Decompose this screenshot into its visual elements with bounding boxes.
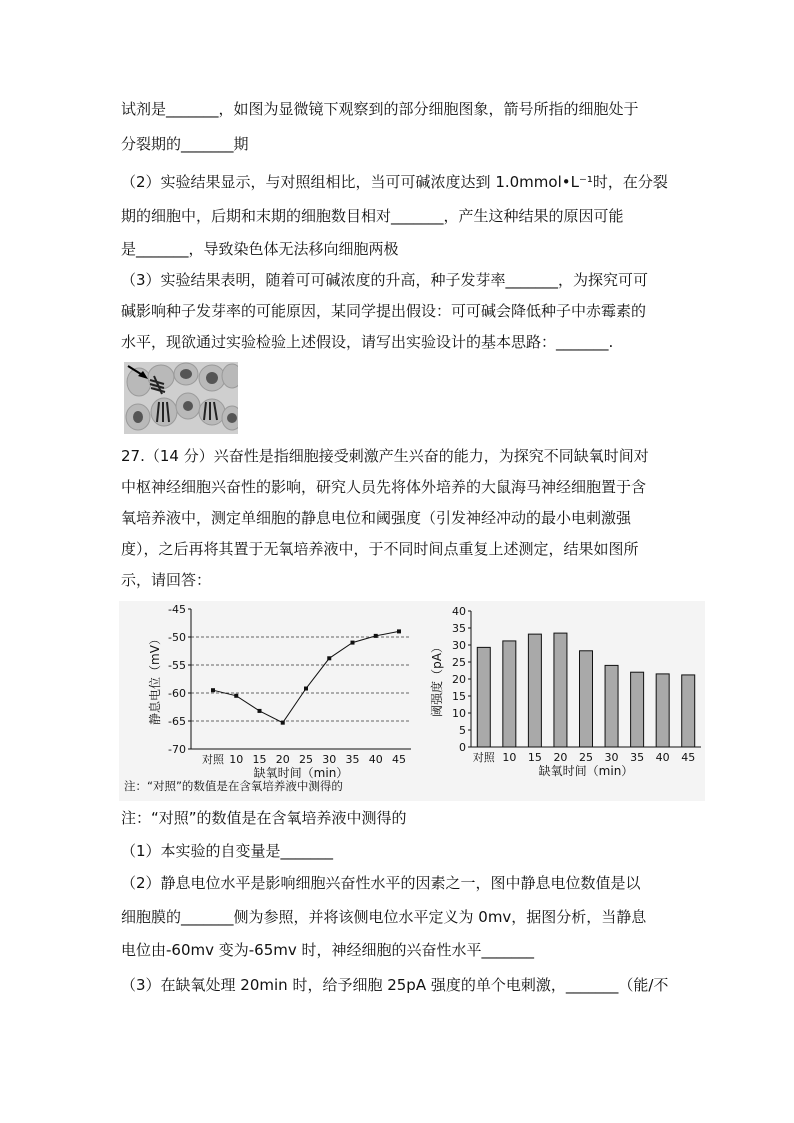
text-line-9: 27.（14 分）兴奋性是指细胞接受刺激产生兴奋的能力，为探究不同缺氧时间对 bbox=[121, 447, 649, 465]
x-tick-label: 对照 bbox=[202, 753, 224, 766]
bar bbox=[605, 665, 618, 747]
bar bbox=[580, 651, 593, 747]
y-tick-label: -55 bbox=[168, 659, 186, 672]
x-tick-label: 25 bbox=[579, 751, 593, 764]
data-point bbox=[374, 634, 378, 638]
bar bbox=[477, 647, 490, 747]
x-tick-label: 10 bbox=[229, 753, 244, 766]
y-tick-label: 20 bbox=[452, 673, 466, 686]
y-tick-label: -50 bbox=[168, 631, 186, 644]
y-tick-label: 40 bbox=[452, 605, 466, 618]
text-line-10: 中枢神经细胞兴奋性的影响，研究人员先将体外培养的大鼠海马神经细胞置于含 bbox=[121, 478, 647, 496]
x-tick-label: 10 bbox=[502, 751, 517, 764]
data-point bbox=[211, 688, 215, 692]
data-point bbox=[281, 721, 285, 725]
y-tick-label: 5 bbox=[459, 724, 466, 737]
text-line-14: 注：“对照”的数值是在含氧培养液中测得的 bbox=[121, 809, 407, 827]
text-line-13: 示，请回答： bbox=[121, 571, 212, 589]
x-tick-label: 40 bbox=[368, 753, 383, 766]
y-tick-label: -65 bbox=[168, 715, 186, 728]
x-axis-label: 缺氧时间（min） bbox=[538, 764, 634, 778]
text-line-5: 是_______，导致染色体无法移向细胞两极 bbox=[121, 240, 399, 258]
text-line-6: （3）实验结果表明，随着可可碱浓度的升高，种子发芽率_______，为探究可可 bbox=[121, 271, 649, 289]
text-line-4: 期的细胞中，后期和末期的细胞数目相对_______，产生这种结果的原因可能 bbox=[121, 207, 624, 225]
microscope-cell-image bbox=[124, 362, 238, 434]
x-tick-label: 35 bbox=[345, 753, 360, 766]
data-point bbox=[327, 656, 331, 660]
data-point bbox=[304, 687, 308, 691]
data-point bbox=[351, 641, 355, 645]
x-axis-label: 缺氧时间（min） bbox=[253, 766, 349, 780]
x-tick-label: 15 bbox=[252, 753, 267, 766]
y-tick-label: -45 bbox=[168, 603, 186, 616]
bar bbox=[656, 674, 669, 747]
y-tick-label: 30 bbox=[452, 639, 466, 652]
bar bbox=[631, 672, 644, 747]
bar bbox=[528, 634, 541, 747]
data-point bbox=[258, 709, 262, 713]
series-line bbox=[213, 631, 399, 722]
x-tick-label: 20 bbox=[553, 751, 568, 764]
x-tick-label: 15 bbox=[527, 751, 542, 764]
y-tick-label: 25 bbox=[452, 656, 466, 669]
x-tick-label: 对照 bbox=[472, 751, 495, 764]
text-line-8: 水平，现欲通过实验检验上述假设，请写出实验设计的基本思路：_______. bbox=[121, 333, 614, 351]
text-line-15: （1）本实验的自变量是_______ bbox=[121, 842, 334, 860]
y-tick-label: 15 bbox=[452, 690, 466, 703]
bar bbox=[554, 633, 567, 747]
text-line-16: （2）静息电位水平是影响细胞兴奋性水平的因素之一，图中静息电位数值是以 bbox=[121, 874, 641, 892]
resting-potential-chart bbox=[119, 601, 419, 781]
text-line-18: 电位由-60mv 变为-65mv 时，神经细胞的兴奋性水平_______ bbox=[121, 941, 535, 959]
y-axis-label: 阈强度（pA） bbox=[430, 641, 444, 717]
bar bbox=[682, 675, 695, 747]
y-tick-label: -60 bbox=[168, 687, 186, 700]
text-line-17: 细胞膜的_______侧为参照，并将该侧电位水平定义为 0mv，据图分析，当静息 bbox=[121, 908, 647, 926]
x-tick-label: 40 bbox=[655, 751, 670, 764]
threshold-intensity-chart bbox=[419, 601, 705, 781]
y-tick-label: 0 bbox=[459, 741, 466, 754]
x-tick-label: 45 bbox=[392, 753, 406, 766]
y-axis-label: 静息电位（mV） bbox=[148, 633, 162, 725]
x-tick-label: 30 bbox=[604, 751, 619, 764]
y-tick-label: -70 bbox=[168, 743, 186, 756]
x-tick-label: 25 bbox=[299, 753, 313, 766]
bar bbox=[503, 641, 516, 747]
text-line-2: 分裂期的_______期 bbox=[121, 135, 249, 153]
x-tick-label: 20 bbox=[275, 753, 290, 766]
y-tick-label: 10 bbox=[452, 707, 466, 720]
text-line-7: 碱影响种子发芽率的可能原因，某同学提出假设：可可碱会降低种子中赤霉素的 bbox=[121, 302, 647, 320]
text-line-1: 试剂是_______，如图为显微镜下观察到的部分细胞图象，箭号所指的细胞处于 bbox=[121, 100, 639, 118]
x-tick-label: 30 bbox=[322, 753, 337, 766]
text-line-11: 氧培养液中，测定单细胞的静息电位和阈强度（引发神经冲动的最小电刺激强 bbox=[121, 509, 632, 527]
figure-panel bbox=[119, 601, 705, 801]
text-line-19: （3）在缺氧处理 20min 时，给予细胞 25pA 强度的单个电刺激，_______（能/不 bbox=[121, 976, 669, 994]
y-tick-label: 35 bbox=[452, 622, 466, 635]
x-tick-label: 35 bbox=[630, 751, 645, 764]
data-point bbox=[234, 694, 238, 698]
data-point bbox=[397, 629, 401, 633]
figure-inner-note: 注：“对照”的数值是在含氧培养液中测得的 bbox=[124, 779, 343, 793]
text-line-12: 度），之后再将其置于无氧培养液中，于不同时间点重复上述测定，结果如图所 bbox=[121, 540, 639, 558]
x-tick-label: 45 bbox=[681, 751, 696, 764]
text-line-3: （2）实验结果显示，与对照组相比，当可可碱浓度达到 1.0mmol•L⁻¹时，在分裂 bbox=[121, 173, 668, 191]
